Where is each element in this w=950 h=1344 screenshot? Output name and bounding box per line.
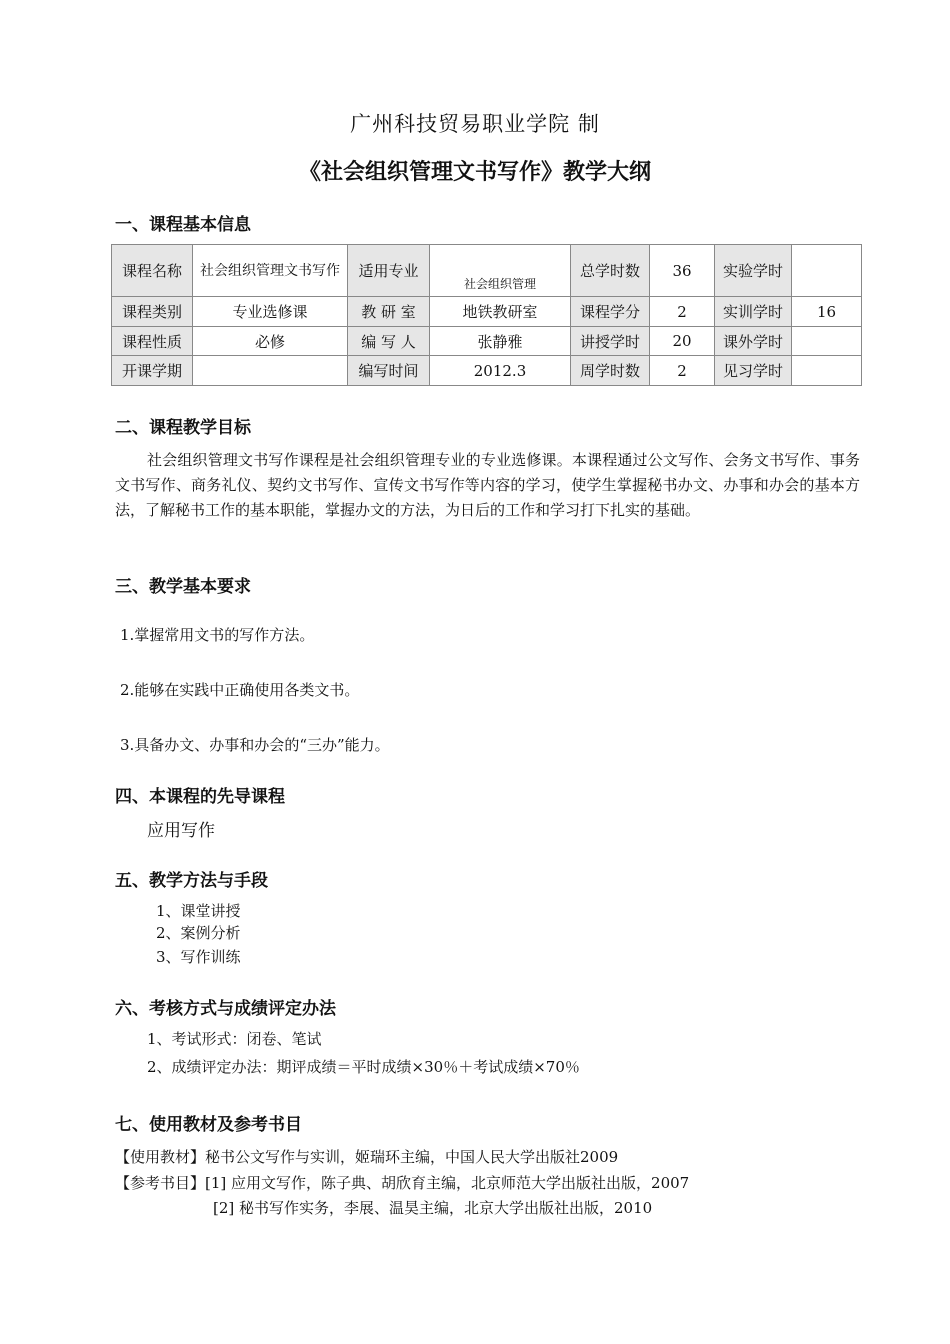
section-heading-objectives: 二、课程教学目标	[115, 418, 251, 438]
table-cell-label: 课程名称	[112, 245, 193, 297]
table-cell-value: 16	[792, 297, 862, 327]
table-cell-value	[792, 327, 862, 356]
requirement-item: 3.具备办文、办事和办会的“三办”能力。	[120, 736, 390, 754]
section-heading-books: 七、使用教材及参考书目	[115, 1115, 302, 1135]
table-cell-value: 地铁教研室	[430, 297, 571, 327]
section-heading-basic-info: 一、课程基本信息	[115, 215, 251, 235]
document-title: 《社会组织管理文书写作》教学大纲	[298, 160, 651, 185]
method-item: 3、写作训练	[156, 948, 241, 966]
assessment-item: 1、考试形式：闭卷、笔试	[147, 1030, 322, 1048]
table-cell-value: 2012.3	[430, 356, 571, 386]
table-cell-label: 教 研 室	[348, 297, 430, 327]
table-cell-value: 社会组织管理	[430, 245, 571, 297]
section-heading-methods: 五、教学方法与手段	[115, 871, 268, 891]
table-cell-label: 实训学时	[715, 297, 792, 327]
course-info-table	[111, 244, 862, 386]
table-cell-label: 编写时间	[348, 356, 430, 386]
table-cell-label: 实验学时	[715, 245, 792, 297]
objective-paragraph: 社会组织管理文书写作课程是社会组织管理专业的专业选修课。本课程通过公文写作、会务文书写作、事务文书写作、商务礼仪、契约文书写作、宣传文书写作等内容的学习，使学生掌握秘书办文、办事和办会的基本方法，了解秘书工作的基本职能，掌握办文的方法，为日后的工作和学习打下扎实的基础。	[115, 451, 860, 519]
requirement-item: 2.能够在实践中正确使用各类文书。	[120, 681, 360, 699]
table-row	[112, 356, 862, 386]
table-cell-label: 周学时数	[571, 356, 650, 386]
prerequisite-course: 应用写作	[147, 821, 215, 841]
section-heading-requirements: 三、教学基本要求	[115, 577, 251, 597]
table-cell-value	[193, 356, 348, 386]
institution-line: 广州科技贸易职业学院 制	[350, 112, 600, 136]
table-cell-label: 总学时数	[571, 245, 650, 297]
reference-line: 【参考书目】[1] 应用文写作，陈子典、胡欣育主编，北京师范大学出版社出版，2007	[115, 1174, 690, 1192]
table-cell-label: 课程学分	[571, 297, 650, 327]
table-cell-label: 课外学时	[715, 327, 792, 356]
reference-line: [2] 秘书写作实务，李展、温昊主编，北京大学出版社出版，2010	[213, 1199, 653, 1217]
table-row	[112, 297, 862, 327]
textbook-line: 【使用教材】秘书公文写作与实训，姬瑞环主编，中国人民大学出版社2009	[115, 1148, 619, 1166]
table-cell-value: 专业选修课	[193, 297, 348, 327]
table-cell-value: 2	[650, 297, 715, 327]
table-cell-label: 见习学时	[715, 356, 792, 386]
section-heading-assessment: 六、考核方式与成绩评定办法	[115, 999, 336, 1019]
table-cell-label: 开课学期	[112, 356, 193, 386]
table-cell-value	[792, 356, 862, 386]
requirement-item: 1.掌握常用文书的写作方法。	[120, 626, 315, 644]
table-cell-label: 编 写 人	[348, 327, 430, 356]
table-cell-value: 必修	[193, 327, 348, 356]
table-cell-value: 36	[650, 245, 715, 297]
table-row	[112, 245, 862, 297]
table-cell-label: 课程类别	[112, 297, 193, 327]
table-cell-value: 社会组织管理文书写作	[193, 245, 348, 297]
table-cell-value: 张静雅	[430, 327, 571, 356]
table-cell-label: 讲授学时	[571, 327, 650, 356]
method-item: 2、案例分析	[156, 924, 241, 942]
table-cell-label: 课程性质	[112, 327, 193, 356]
table-cell-label: 适用专业	[348, 245, 430, 297]
method-item: 1、课堂讲授	[156, 902, 241, 920]
assessment-item: 2、成绩评定办法：期评成绩＝平时成绩×30％＋考试成绩×70％	[147, 1058, 580, 1076]
table-cell-value: 20	[650, 327, 715, 356]
section-heading-prerequisite: 四、本课程的先导课程	[115, 787, 285, 807]
table-row	[112, 327, 862, 356]
table-cell-value: 2	[650, 356, 715, 386]
table-cell-value	[792, 245, 862, 297]
